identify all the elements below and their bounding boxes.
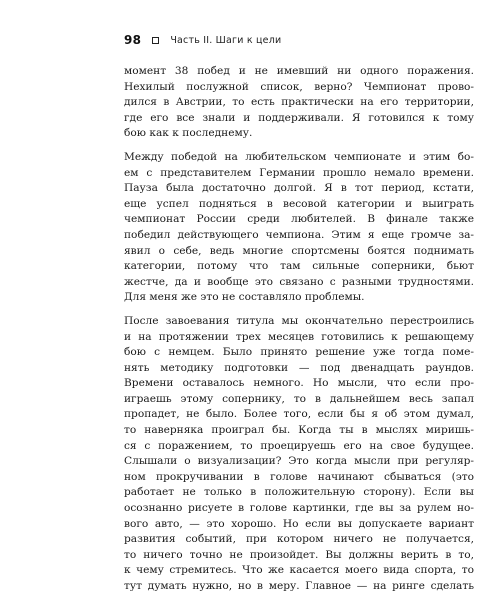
paragraph-1	[124, 64, 474, 142]
text-line: пропадет, не было. Более того, если бы я об этом думал,	[124, 408, 474, 421]
text-line: где его все знали и поддерживали. Я готовился к тому	[124, 111, 474, 124]
text-line: нять методику подготовки — под двенадцать раундов.	[124, 361, 474, 374]
paragraph-2	[124, 150, 474, 306]
text-line: ем с представителем Германии прошло немало времени.	[124, 166, 474, 179]
text-line: бою с немцем. Было принято решение уже тогда поме-	[124, 346, 474, 359]
page-number: 98	[124, 33, 142, 47]
text-line: Слышали о визуализации? Это когда мысли при регуляр-	[124, 455, 474, 468]
text-line: Пауза была достаточно долгой. Я в тот период, кстати,	[124, 182, 474, 195]
chapter-title: Часть II. Шаги к цели	[170, 34, 282, 46]
body-text	[124, 64, 474, 595]
text-line: Для меня же это не составляло проблемы.	[124, 291, 365, 304]
text-line: и на протяжении трех месяцев готовились к решающему	[124, 330, 474, 343]
text-line: Времени оставалось немного. Но мысли, что если про-	[124, 377, 474, 390]
text-line: Нехилый послужной список, верно? Чемпионат прово-	[124, 80, 474, 93]
text-line: чемпионат России среди любителей. В финале также	[124, 213, 474, 226]
text-line: явил о себе, ведь многие спортсмены боятся поднимать	[124, 244, 474, 257]
text-line: жестче, да и вообще это связано с разными трудностями.	[124, 275, 474, 288]
text-line: вого авто, — это хорошо. Но если вы допускаете вариант	[124, 517, 474, 530]
text-line: дился в Австрии, то есть практически на его территории,	[124, 96, 474, 109]
text-line: бою как к последнему.	[124, 127, 253, 140]
square-bullet-icon	[152, 37, 159, 44]
text-line: еще успел подняться в весовой категории и выиграть	[124, 197, 474, 210]
text-line: ся с поражением, то проецируешь его на свое будущее.	[124, 439, 474, 452]
text-line: победил действующего чемпиона. Этим я еще громче за-	[124, 228, 474, 241]
text-line: ном прокручивании в голове начинают сбываться (это	[124, 470, 474, 483]
text-line: После завоевания титула мы окончательно перестроились	[124, 314, 474, 327]
text-line: категории, потому что там сильные соперники, бьют	[124, 260, 474, 273]
text-line: к чему стремитесь. Что же касается моего вида спорта, то	[124, 564, 474, 577]
text-line: играешь этому сопернику, то в дальнейшем весь запал	[124, 392, 474, 405]
text-line: осознанно рисуете в голове картинки, где вы за рулем но-	[124, 502, 474, 515]
text-line: тут думать нужно, но в меру. Главное — на ринге сделать	[124, 580, 474, 592]
text-line: работает не только в положительную сторону). Если вы	[124, 486, 474, 499]
text-line: Между победой на любительском чемпионате и этим бо-	[124, 150, 474, 163]
text-line: то ничего точно не произойдет. Вы должны верить в то,	[124, 548, 474, 561]
text-line: то наверняка проиграл бы. Когда ты в мыслях миришь-	[124, 424, 474, 437]
running-head	[124, 31, 281, 49]
text-line: момент 38 побед и не имевший ни одного поражения.	[124, 65, 474, 77]
text-line: развития событий, при котором ничего не получается,	[124, 533, 474, 546]
paragraph-3	[124, 314, 474, 595]
